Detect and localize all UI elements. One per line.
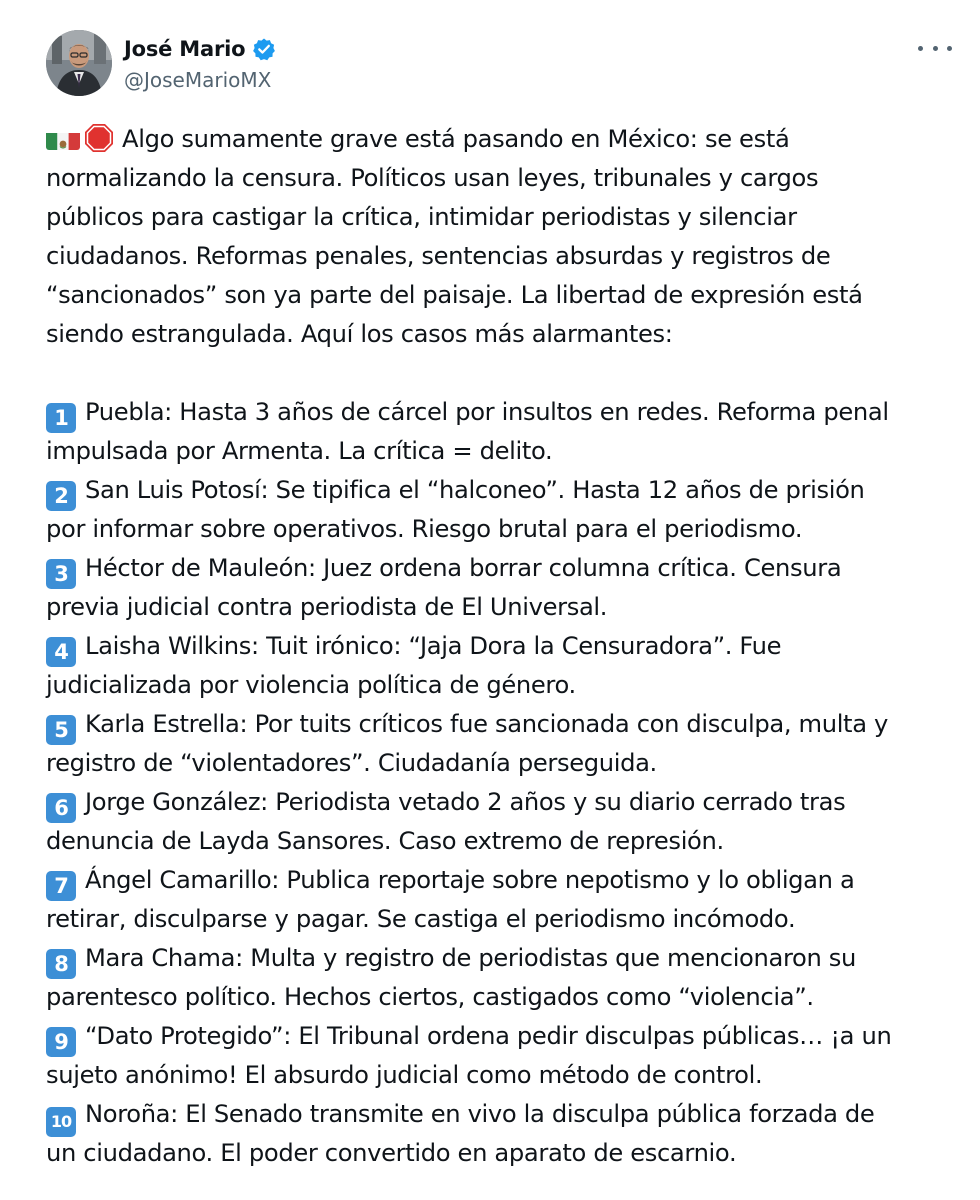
case-text: Ángel Camarillo: Publica reportaje sobre nepotismo y lo obligan a: [85, 866, 855, 894]
case-line: judicializada por violencia política de género.: [46, 671, 576, 699]
case-line: previa judicial contra periodista de El Universal.: [46, 593, 608, 621]
keycap-number-icon: 9: [46, 1027, 76, 1057]
case-line: [46, 471, 958, 510]
display-name-row: [124, 34, 276, 64]
case-line: [46, 1017, 958, 1056]
case-item: [46, 861, 958, 939]
case-line: [46, 861, 958, 900]
more-options-icon[interactable]: [918, 38, 952, 58]
user-handle[interactable]: @JoseMarioMX: [124, 68, 272, 92]
keycap-number-icon: 2: [46, 481, 76, 511]
case-line: [46, 705, 958, 744]
case-item: [46, 471, 958, 549]
case-line: sujeto anónimo! El absurdo judicial como método de control.: [46, 1061, 763, 1089]
dot: [918, 46, 923, 51]
intro-line: normalizando la censura. Políticos usan leyes, tribunales y cargos: [46, 164, 819, 192]
intro-line: [46, 120, 958, 159]
avatar[interactable]: [46, 30, 112, 96]
stop-sign-icon: [84, 123, 114, 153]
case-line: denuncia de Layda Sansores. Caso extremo de represión.: [46, 827, 724, 855]
keycap-number-icon: 3: [46, 559, 76, 589]
display-name[interactable]: José Mario: [124, 37, 246, 61]
intro-line: ciudadanos. Reformas penales, sentencias absurdas y registros de: [46, 242, 831, 270]
case-item: [46, 939, 958, 1017]
author-names: [124, 34, 276, 92]
case-text: San Luis Potosí: Se tipifica el “halconeo”. Hasta 12 años de prisión: [85, 476, 865, 504]
case-item: [46, 783, 958, 861]
case-line: [46, 627, 958, 666]
case-line: parentesco político. Hechos ciertos, castigados como “violencia”.: [46, 983, 814, 1011]
case-line: por informar sobre operativos. Riesgo brutal para el periodismo.: [46, 515, 803, 543]
intro-line: siendo estrangulada. Aquí los casos más alarmantes:: [46, 320, 673, 348]
case-line: impulsada por Armenta. La crítica = delito.: [46, 437, 553, 465]
case-item: [46, 549, 958, 627]
intro-line: “sancionados” son ya parte del paisaje. La libertad de expresión está: [46, 281, 863, 309]
case-text: Noroña: El Senado transmite en vivo la disculpa pública forzada de: [85, 1100, 875, 1128]
case-item: [46, 705, 958, 783]
dot: [933, 46, 938, 51]
keycap-number-icon: 7: [46, 871, 76, 901]
case-line: [46, 549, 958, 588]
keycap-number-icon: 5: [46, 715, 76, 745]
case-item: [46, 393, 958, 471]
intro-text: Algo sumamente grave está pasando en México: se está: [122, 125, 790, 153]
keycap-number-icon: 6: [46, 793, 76, 823]
case-text: “Dato Protegido”: El Tribunal ordena pedir disculpas públicas… ¡a un: [85, 1022, 892, 1050]
avatar-image: [46, 30, 112, 96]
case-line: registro de “violentadores”. Ciudadanía perseguida.: [46, 749, 657, 777]
case-line: [46, 939, 958, 978]
keycap-number-icon: 4: [46, 637, 76, 667]
case-item: [46, 1017, 958, 1095]
case-text: Karla Estrella: Por tuits críticos fue sancionada con disculpa, multa y: [85, 710, 888, 738]
intro-line: públicos para castigar la crítica, intimidar periodistas y silenciar: [46, 203, 797, 231]
verified-badge-icon[interactable]: [252, 37, 276, 61]
case-text: Puebla: Hasta 3 años de cárcel por insultos en redes. Reforma penal: [85, 398, 889, 426]
keycap-number-icon: 10: [46, 1107, 76, 1137]
case-text: Héctor de Mauleón: Juez ordena borrar columna crítica. Censura: [85, 554, 842, 582]
case-item: [46, 1095, 958, 1173]
case-item: [46, 627, 958, 705]
case-line: [46, 783, 958, 822]
case-text: Jorge González: Periodista vetado 2 años y su diario cerrado tras: [85, 788, 846, 816]
case-text: Mara Chama: Multa y registro de periodistas que mencionaron su: [85, 944, 857, 972]
keycap-number-icon: 1: [46, 403, 76, 433]
case-line: un ciudadano. El poder convertido en aparato de escarnio.: [46, 1139, 737, 1167]
mexico-flag-icon: [46, 128, 80, 150]
case-line: retirar, disculparse y pagar. Se castiga el periodismo incómodo.: [46, 905, 796, 933]
tweet-text: [46, 120, 958, 1173]
case-text: Laisha Wilkins: Tuit irónico: “Jaja Dora la Censuradora”. Fue: [85, 632, 782, 660]
case-line: [46, 1095, 958, 1134]
paragraph-break: [46, 354, 958, 393]
keycap-number-icon: 8: [46, 949, 76, 979]
case-line: [46, 393, 958, 432]
dot: [947, 46, 952, 51]
tweet-header: [46, 30, 952, 98]
